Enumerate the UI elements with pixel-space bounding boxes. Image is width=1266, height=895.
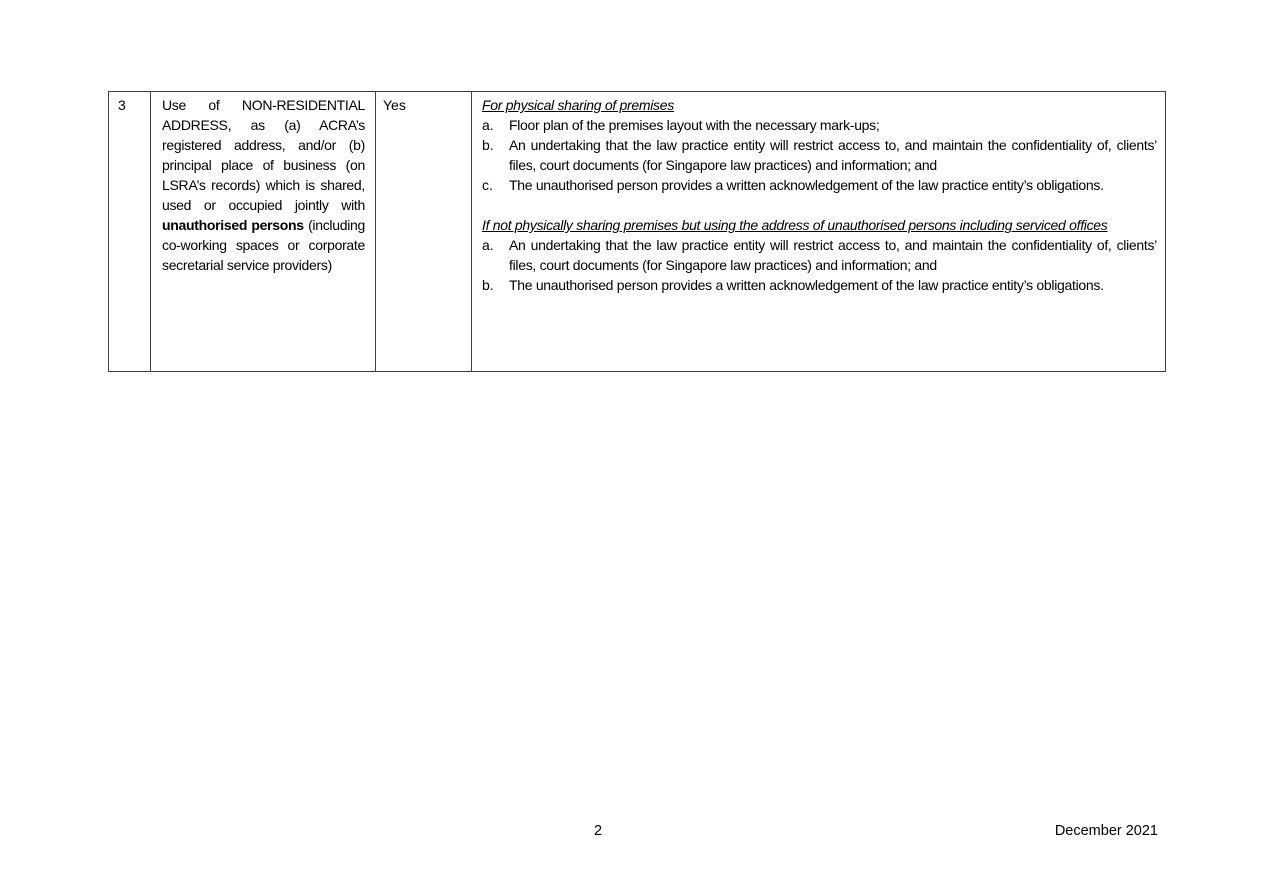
list-marker: c. (482, 177, 493, 193)
list-text: The unauthorised person provides a written acknowledgement of the law practice entity’s obligations. (509, 177, 1104, 193)
description-suffix: (including co-working spaces or corporate secretarial service providers) (162, 217, 365, 273)
list-text: The unauthorised person provides a written acknowledgement of the law practice entity’s obligations. (509, 277, 1104, 293)
description-bold: unauthorised persons (162, 217, 304, 233)
list-marker: a. (482, 117, 494, 133)
description-prefix: Use of NON-RESIDENTIAL ADDRESS, as (a) ACRA’s registered address, and/or (b) principal place of business (on LSRA’s records) which is shared, used or occupied jointly with (162, 97, 365, 213)
list-text: Floor plan of the premises layout with the necessary mark-ups; (509, 117, 880, 133)
section-heading-not-physical-sharing: If not physically sharing premises but using the address of unauthorised persons including serviced offices (482, 217, 1108, 233)
row-number-cell (109, 92, 151, 372)
requirements-cell (472, 92, 1166, 372)
list-marker: b. (482, 277, 494, 293)
table-row (109, 92, 1166, 372)
page-number: 2 (593, 823, 603, 839)
requirements-table (108, 91, 1166, 372)
answer-text: Yes (383, 97, 406, 113)
list-text: An undertaking that the law practice entity will restrict access to, and maintain the confidentiality of, clients’ files, court documents (for Singapore law practices) and information; and (509, 237, 1157, 273)
list-marker: a. (482, 237, 494, 253)
row-number: 3 (118, 97, 126, 113)
section-spacer (482, 195, 1157, 215)
list-item (482, 175, 1157, 195)
description-cell (151, 92, 376, 372)
answer-cell (376, 92, 472, 372)
section-heading-physical-sharing: For physical sharing of premises (482, 97, 674, 113)
list-item (482, 275, 1157, 295)
list-item (482, 235, 1157, 275)
footer-date: December 2021 (1054, 823, 1158, 839)
list-text: An undertaking that the law practice entity will restrict access to, and maintain the confidentiality of, clients’ files, court documents (for Singapore law practices) and information; and (509, 137, 1157, 173)
list-marker: b. (482, 137, 494, 153)
list-item (482, 135, 1157, 175)
list-item (482, 115, 1157, 135)
